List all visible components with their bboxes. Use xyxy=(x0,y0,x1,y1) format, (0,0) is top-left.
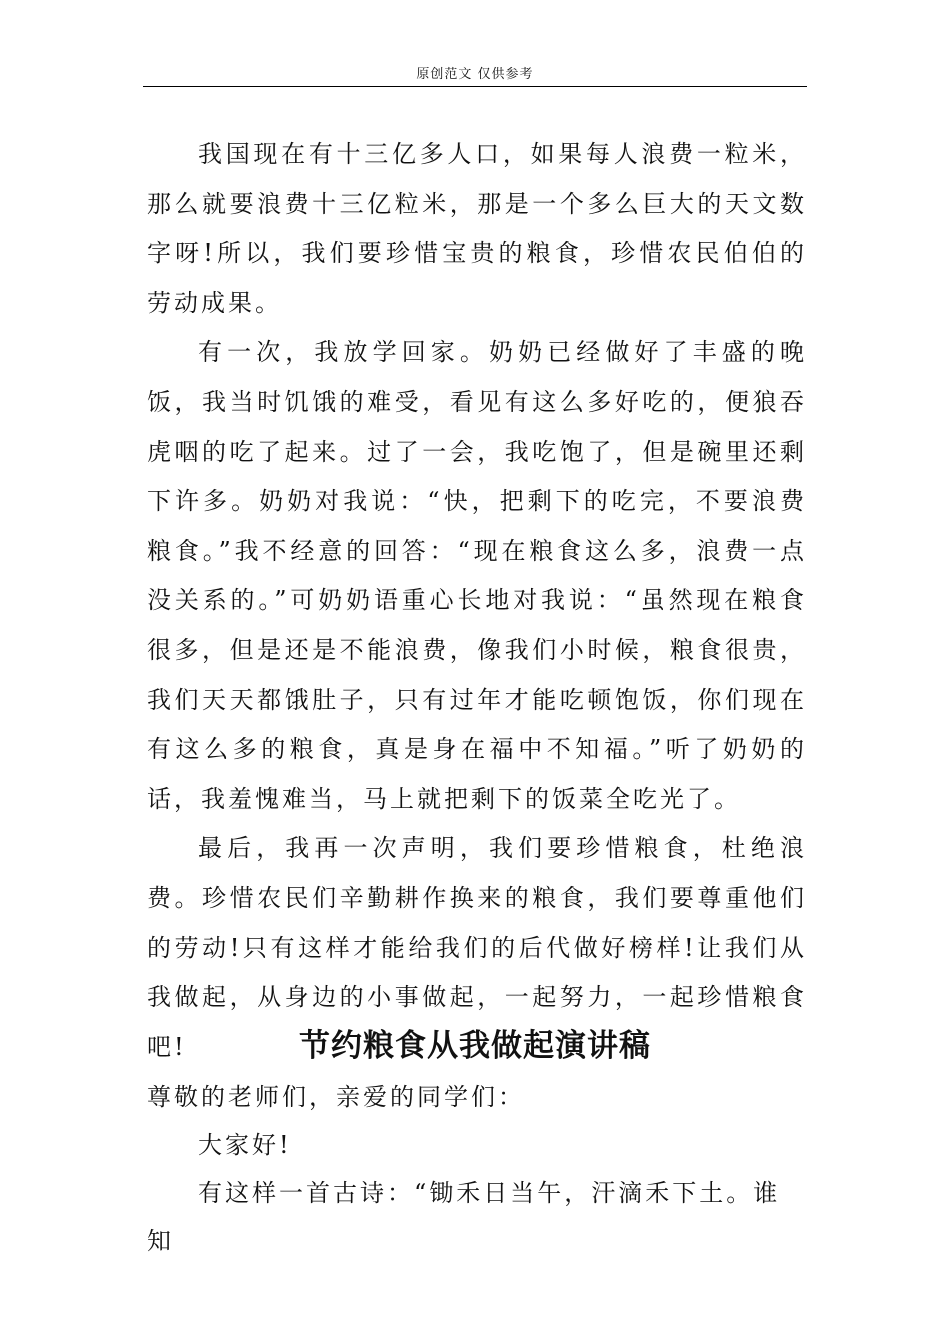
body-paragraph: 最后，我再一次声明，我们要珍惜粮食，杜绝浪费。珍惜农民们辛勤耕作换来的粮食，我们要尊重他们的劳动!只有这样才能给我们的后代做好榜样!让我们从我做起，从身边的小事做起，一起努力，一起珍惜粮食吧! xyxy=(147,834,807,1061)
speech-salutation: 尊敬的老师们，亲爱的同学们： xyxy=(147,1083,525,1111)
header-divider xyxy=(143,86,807,87)
body-paragraph: 我国现在有十三亿多人口，如果每人浪费一粒米，那么就要浪费十三亿粒米，那是一个多么巨大的天文数字呀!所以，我们要珍惜宝贵的粮食，珍惜农民伯伯的劳动成果。 xyxy=(147,140,807,317)
speech-opening: 有这样一首古诗：“锄禾日当午，汗滴禾下土。谁知 xyxy=(147,1179,781,1255)
speech-body xyxy=(147,1073,807,1265)
speech-title: 节约粮食从我做起演讲稿 xyxy=(299,1028,651,1064)
page-header: 原创范文 仅供参考 xyxy=(416,67,534,82)
essay-body xyxy=(147,130,807,1072)
speech-greeting: 大家好! xyxy=(198,1131,292,1159)
body-paragraph: 有一次，我放学回家。奶奶已经做好了丰盛的晚饭，我当时饥饿的难受，看见有这么多好吃的，便狼吞虎咽的吃了起来。过了一会，我吃饱了，但是碗里还剩下许多。奶奶对我说：“快，把剩下的吃完，不要浪费粮食。”我不经意的回答：“现在粮食这么多，浪费一点没关系的。”可奶奶语重心长地对我说：“虽然现在粮食很多，但是还是不能浪费，像我们小时候，粮食很贵，我们天天都饿肚子，只有过年才能吃顿饱饭，你们现在有这么多的粮食，真是身在福中不知福。”听了奶奶的话，我羞愧难当，马上就把剩下的饭菜全吃光了。 xyxy=(147,338,807,813)
